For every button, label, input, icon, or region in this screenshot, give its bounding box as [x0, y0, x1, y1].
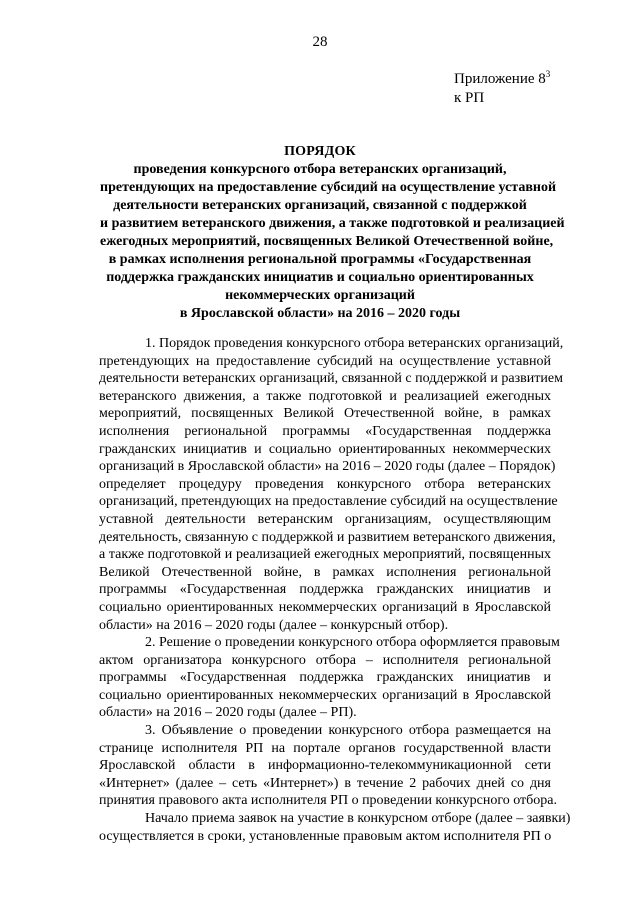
paragraph-1-line: 1. Порядок проведения конкурсного отбора ветеранских организаций,: [145, 336, 564, 351]
paragraph-1-line: а также подготовкой и реализацией ежегодных мероприятий, посвященных: [99, 547, 551, 563]
document-title: [100, 143, 565, 323]
paragraph-2-line: актом организатора конкурсного отбора – исполнителя региональной: [99, 652, 551, 668]
paragraph-1-line: социально ориентированных некоммерческих организаций в Ярославской: [99, 599, 551, 615]
paragraph-2-line: программы «Государственная поддержка гражданских инициатив и: [99, 670, 551, 686]
paragraph-1-line: деятельность, связанную с поддержкой и развитием ветеранского движения,: [99, 529, 556, 545]
title-line: в рамках исполнения региональной программы «Государственная: [108, 252, 532, 267]
title-line: ежегодных мероприятий, посвященных Великой Отечественной войне,: [100, 234, 554, 249]
title-heading: ПОРЯДОК: [284, 144, 356, 159]
paragraph-1-line: гражданских инициатив и социально ориентированных некоммерческих: [99, 441, 551, 457]
paragraph-1-line: ветеранского движения, а также подготовкой и реализацией ежегодных: [99, 388, 551, 404]
appendix-line-2: к РП: [454, 90, 485, 106]
appendix-reference: [454, 70, 550, 108]
paragraph-3-line: странице исполнителя РП на портале органов государственной власти: [99, 740, 551, 756]
paragraph-2-line: 2. Решение о проведении конкурсного отбора оформляется правовым: [145, 635, 560, 651]
appendix-line-1: [454, 70, 550, 89]
paragraph-1-line: деятельности ветеранских организаций, связанной с поддержкой и развитием: [99, 371, 563, 387]
appendix-label: Приложение 8: [454, 71, 546, 87]
paragraph-1-line: области» на 2016 – 2020 годы (далее – конкурсный отбор).: [99, 617, 449, 633]
paragraph-4-line: осуществляется в сроки, установленные правовым актом исполнителя РП о: [99, 828, 552, 844]
paragraph-2-line: области» на 2016 – 2020 годы (далее – РП).: [99, 705, 357, 721]
paragraph-3-line: Ярославской области в информационно-телекоммуникационной сети: [99, 758, 551, 774]
appendix-superscript: 3: [545, 69, 551, 79]
paragraph-1-line: мероприятий, посвященных Великой Отечественной войне, в рамках: [99, 406, 551, 422]
document-body: [99, 335, 571, 845]
title-line: в Ярославской области» на 2016 – 2020 годы: [179, 306, 461, 321]
title-line: деятельности ветеранских организаций, связанной с поддержкой: [113, 198, 527, 213]
paragraph-1-line: претендующих на предоставление субсидий на осуществление уставной: [99, 353, 551, 369]
paragraph-3-line: 3. Объявление о проведении конкурсного отбора размещается на: [145, 723, 551, 739]
paragraph-1-line: определяет процедуру проведения конкурсного отбора ветеранских: [99, 476, 551, 492]
paragraph-1-line: программы «Государственная поддержка гражданских инициатив и: [99, 582, 551, 598]
paragraph-1-line: организаций в Ярославской области» на 2016 – 2020 годы (далее – Порядок): [99, 459, 556, 475]
paragraph-1-line: Великой Отечественной войне, в рамках исполнения региональной: [99, 564, 551, 580]
paragraph-1-line: уставной деятельности ветеранским организациям, осуществляющим: [99, 511, 551, 527]
paragraph-3-line: принятия правового акта исполнителя РП о проведении конкурсного отбора.: [99, 793, 557, 809]
title-line: поддержка гражданских инициатив и социально ориентированных: [106, 270, 534, 285]
paragraph-1-line: исполнения региональной программы «Государственная поддержка: [99, 423, 551, 439]
title-line: проведения конкурсного отбора ветеранских организаций,: [133, 162, 507, 177]
page-number: 28: [312, 34, 328, 50]
paragraph-2-line: социально ориентированных некоммерческих организаций в Ярославской: [99, 687, 551, 703]
title-line: некоммерческих организаций: [225, 288, 415, 303]
paragraph-1-line: организаций, претендующих на предоставление субсидий на осуществление: [99, 494, 558, 510]
paragraph-4-line: Начало приема заявок на участие в конкурсном отборе (далее – заявки): [145, 811, 571, 827]
title-line: и развитием ветеранского движения, а также подготовкой и реализацией: [100, 216, 565, 231]
title-line: претендующих на предоставление субсидий на осуществление уставной: [100, 180, 557, 195]
paragraph-3-line: «Интернет» (далее – сеть «Интернет») в течение 2 рабочих дней со дня: [99, 775, 551, 791]
